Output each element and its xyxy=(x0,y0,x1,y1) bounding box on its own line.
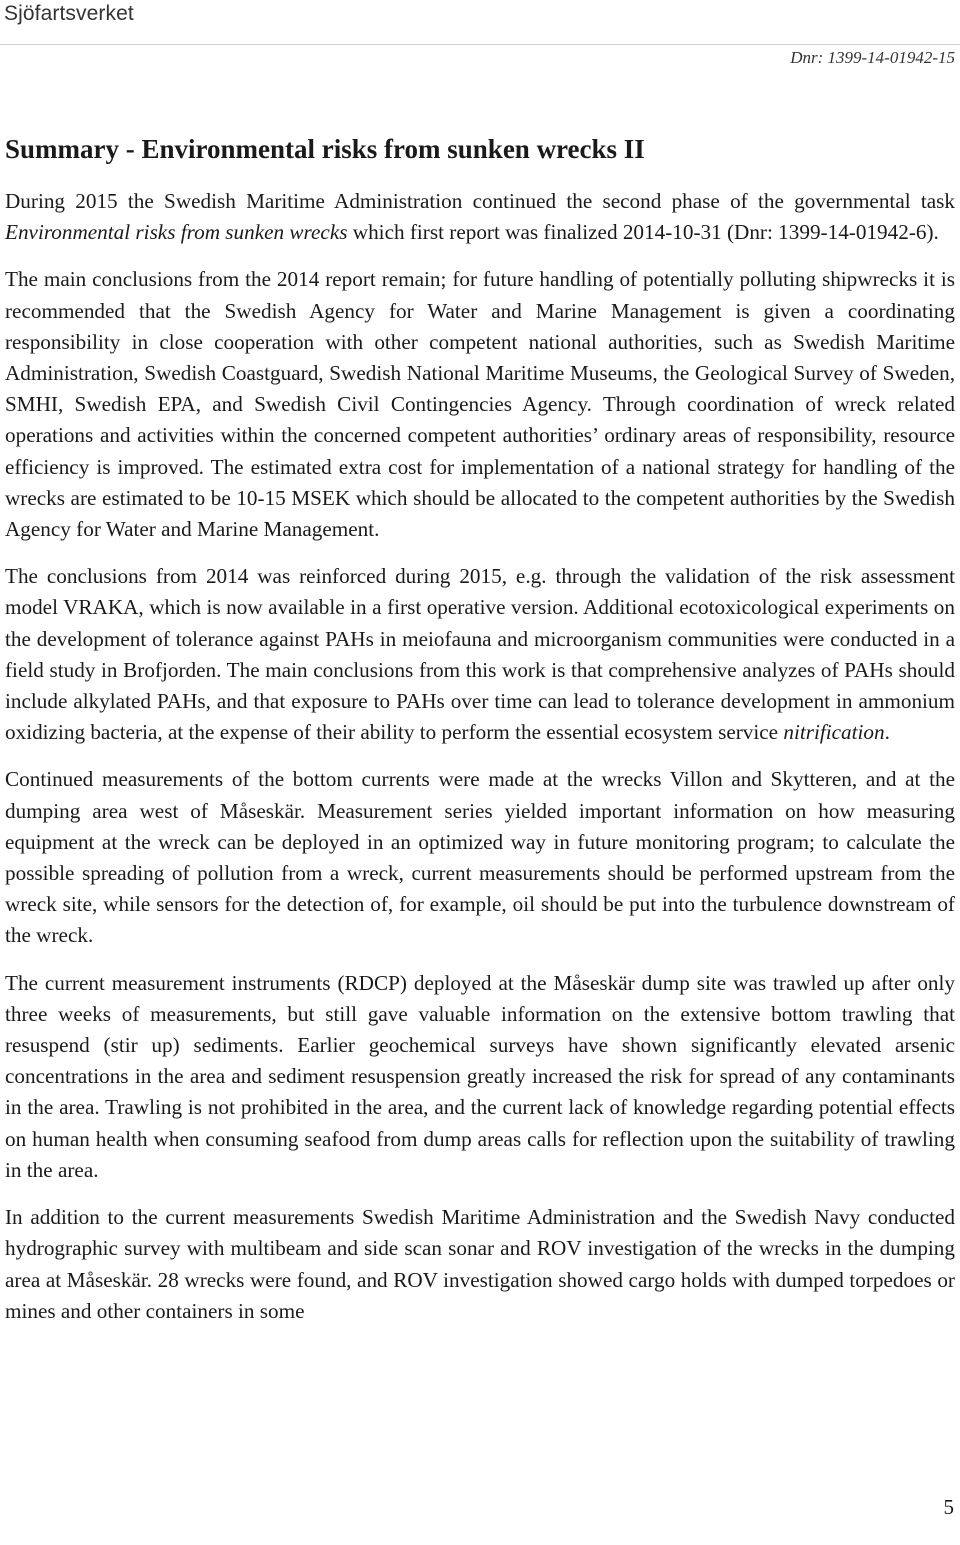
document-reference-number: Dnr: 1399-14-01942-15 xyxy=(790,48,955,67)
paragraph-main-conclusions xyxy=(5,264,955,545)
paragraph-text: The conclusions from 2014 was reinforced during 2015, e.g. through the validation of the risk assessment model VRAKA, which is now available in a first operative version. Additional ecotoxicological experiments on the development of tolerance against PAHs in meiofauna and microorganism communities were conducted in a field study in Brofjorden. The main conclusions from this work is that comprehensive analyzes of PAHs should include alkylated PAHs, and that exposure to PAHs over time can lead to tolerance development in ammonium oxidizing bacteria, at the expense of their ability to perform the essential ecosystem service xyxy=(5,564,955,745)
paragraph-rdcp-measurements xyxy=(5,968,955,1186)
page-number: 5 xyxy=(943,1495,954,1519)
paragraph-text: During 2015 the Swedish Maritime Administration continued the second phase of the governmental task xyxy=(5,189,955,213)
paragraph-text: which first report was finalized 2014-10-31 (Dnr: 1399-14-01942-6). xyxy=(347,220,939,245)
paragraph-reinforced-conclusions xyxy=(5,561,955,748)
paragraph-text: The current measurement instruments (RDCP) deployed at the Måseskär dump site was trawled up after only three weeks of measurements, but still gave valuable information on the extensive bottom trawling that resuspend (stir up) sediments. Earlier geochemical surveys have shown significantly elevated arsenic concentrations in the area and sediment resuspension greatly increased the risk for spread of any contaminants in the area. Trawling is not prohibited in the area, and the current lack of knowledge regarding potential effects on human health when consuming seafood from dump areas calls for reflection upon the suitability of trawling in the area. xyxy=(5,970,955,1182)
organization-name: Sjöfartsverket xyxy=(4,2,134,25)
paragraph-text: . xyxy=(884,720,890,745)
paragraph-intro xyxy=(5,186,955,248)
nitrification-italic: nitrification xyxy=(783,720,885,745)
paragraph-text: Continued measurements of the bottom currents were made at the wrecks Villon and Skytteren, and at the dumping area west of Måseskär. Measurement series yielded important information on how measuring equipment at the wreck can be deployed in an optimized way in future monitoring program; to calculate the possible spreading of pollution from a wreck, current measurements should be performed upstream from the wreck site, while sensors for the detection of, for example, oil should be put into the turbulence downstream of the wreck. xyxy=(5,767,955,948)
document-body xyxy=(5,130,955,1343)
paragraph-text: In addition to the current measurements Swedish Maritime Administration and the Swedish Navy conducted hydrographic survey with multibeam and side scan sonar and ROV investigation of the wrecks in the dumping area at Måseskär. 28 wrecks were found, and ROV investigation showed cargo holds with dumped torpedoes or mines and other containers in some xyxy=(5,1205,955,1323)
paragraph-text: The main conclusions from the 2014 report remain; for future handling of potentially polluting shipwrecks it is recommended that the Swedish Agency for Water and Marine Management is given a coordinating responsibility in close cooperation with other competent national authorities, such as Swedish Maritime Administration, Swedish Coastguard, Swedish National Maritime Museums, the Geological Survey of Sweden, SMHI, Swedish EPA, and Swedish Civil Contingencies Agency. Through coordination of wreck related operations and activities within the concerned competent authorities’ ordinary areas of responsibility, resource efficiency is improved. The estimated extra cost for implementation of a national strategy for handling of the wrecks are estimated to be 10-15 MSEK which should be allocated to the competent authorities by the Swedish Agency for Water and Marine Management. xyxy=(5,267,955,542)
paragraph-hydrographic-survey xyxy=(5,1202,955,1327)
page-header xyxy=(0,0,960,45)
task-name-italic: Environmental risks from sunken wrecks xyxy=(5,220,348,245)
document-title: Summary - Environmental risks from sunken wrecks II xyxy=(5,134,645,164)
paragraph-bottom-currents xyxy=(5,764,955,951)
